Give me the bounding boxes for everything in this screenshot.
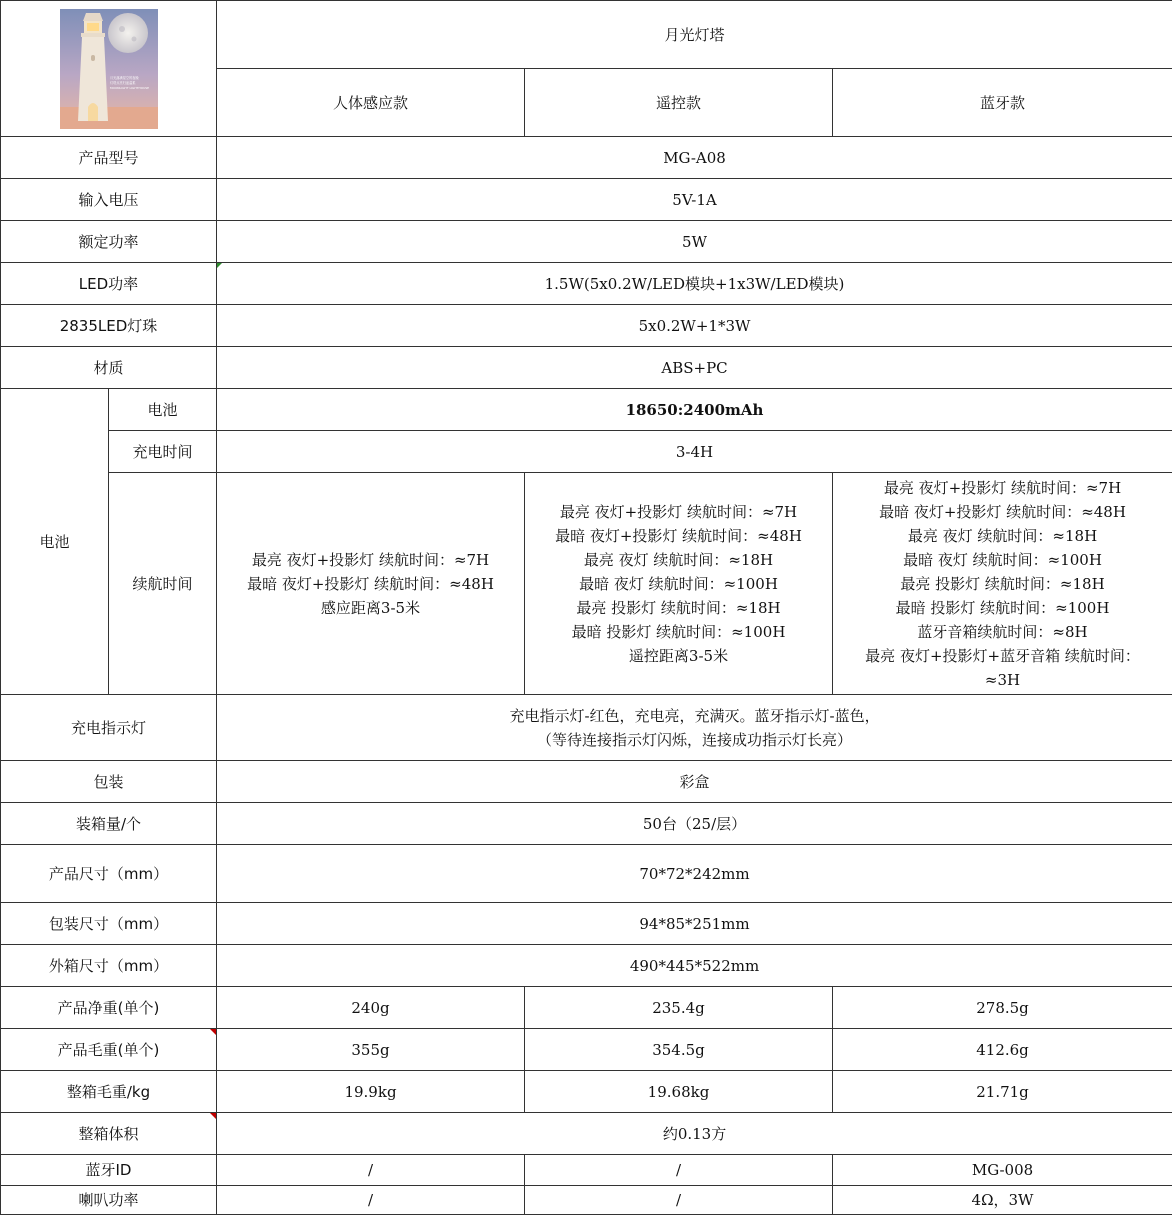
led-beads-value: 5x0.2W+1*3W [217,305,1172,347]
product-size-label: 产品尺寸（mm） [1,845,217,903]
runtime-sensor-line: 最暗 夜灯+投影灯 续航时间：≈48H [247,574,494,593]
runtime-bluetooth-line: 最亮 夜灯+投影灯 续航时间：≈7H [883,478,1122,497]
bluetooth-id-bluetooth: MG-008 [833,1155,1172,1186]
input-voltage-label: 输入电压 [1,179,217,221]
model-label: 产品型号 [1,137,217,179]
carton-size-label: 外箱尺寸（mm） [1,945,217,987]
battery-label: 电池 [109,389,217,431]
charge-indicator-line: （等待连接指示灯闪烁，连接成功指示灯长亮） [537,730,853,749]
runtime-bluetooth-line: 最亮 夜灯 续航时间：≈18H [907,526,1098,545]
carton-size-value: 490*445*522mm [217,945,1172,987]
runtime-sensor-line: 最亮 夜灯+投影灯 续航时间：≈7H [251,550,490,569]
bluetooth-id-label: 蓝牙ID [1,1155,217,1186]
net-weight-label: 产品净重(单个) [1,987,217,1029]
battery-group-label: 电池 [1,389,109,695]
charge-indicator-value [217,695,1172,761]
runtime-remote-line: 最暗 投影灯 续航时间：≈100H [571,622,786,641]
led-beads-label: 2835LED灯珠 [1,305,217,347]
model-value: MG-A08 [217,137,1172,179]
material-label: 材质 [1,347,217,389]
product-image-cell [1,1,217,137]
runtime-bluetooth-line: 最亮 投影灯 续航时间：≈18H [900,574,1105,593]
speaker-power-remote: / [525,1186,833,1215]
carton-qty-label: 装箱量/个 [1,803,217,845]
carton-gross-sensor: 19.9kg [217,1071,525,1113]
material-value: ABS+PC [217,347,1172,389]
charge-time-label: 充电时间 [109,431,217,473]
carton-volume-value: 约0.13方 [217,1113,1172,1155]
led-power-label: LED功率 [1,263,217,305]
carton-gross-bluetooth: 21.71g [833,1071,1172,1113]
product-title: 月光灯塔 [217,1,1172,69]
runtime-label: 续航时间 [109,473,217,695]
gross-weight-bluetooth: 412.6g [833,1029,1172,1071]
runtime-sensor-line: 感应距离3-5米 [320,598,421,617]
carton-gross-label: 整箱毛重/kg [1,1071,217,1113]
runtime-remote-line: 最亮 夜灯+投影灯 续航时间：≈7H [559,502,798,521]
runtime-remote-line: 最暗 夜灯 续航时间：≈100H [579,574,778,593]
speaker-power-label: 喇叭功率 [1,1186,217,1215]
packaging-label: 包装 [1,761,217,803]
runtime-remote-line: 最暗 夜灯+投影灯 续航时间：≈48H [555,526,802,545]
gross-weight-remote: 354.5g [525,1029,833,1071]
variant-remote-header: 遥控款 [525,69,833,137]
runtime-remote-line: 最亮 投影灯 续航时间：≈18H [576,598,781,617]
net-weight-remote: 235.4g [525,987,833,1029]
charge-indicator-line: 充电指示灯-红色，充电亮，充满灭。蓝牙指示灯-蓝色， [509,706,880,725]
gross-weight-sensor: 355g [217,1029,525,1071]
runtime-sensor [217,473,525,695]
speaker-power-sensor: / [217,1186,525,1215]
runtime-remote-line: 最亮 夜灯 续航时间：≈18H [583,550,774,569]
lighthouse-image [60,9,158,129]
carton-qty-value: 50台（25/层） [217,803,1172,845]
rated-power-value: 5W [217,221,1172,263]
package-size-label: 包装尺寸（mm） [1,903,217,945]
runtime-bluetooth-line: 最亮 夜灯+投影灯+蓝牙音箱 续航时间： [865,646,1140,665]
runtime-bluetooth-line: 最暗 投影灯 续航时间：≈100H [895,598,1110,617]
runtime-bluetooth-line: 最暗 夜灯 续航时间：≈100H [903,550,1102,569]
charge-time-value: 3-4H [217,431,1172,473]
variant-sensor-header: 人体感应款 [217,69,525,137]
charge-indicator-label: 充电指示灯 [1,695,217,761]
rated-power-label: 额定功率 [1,221,217,263]
gross-weight-label: 产品毛重(单个) [1,1029,217,1071]
carton-volume-label: 整箱体积 [1,1113,217,1155]
runtime-bluetooth [833,473,1172,695]
speaker-power-bluetooth: 4Ω，3W [833,1186,1172,1215]
package-size-value: 94*85*251mm [217,903,1172,945]
runtime-remote [525,473,833,695]
input-voltage-value: 5V-1A [217,179,1172,221]
image-text-3: MOONLIGHT LIGHTHOUSE [109,85,149,90]
battery-value: 18650:2400mAh [217,389,1172,431]
bluetooth-id-remote: / [525,1155,833,1186]
image-text-1: 月光落满星空的夜晚 [109,75,139,80]
runtime-bluetooth-line: 蓝牙音箱续航时间：≈8H [917,622,1088,641]
variant-bluetooth-header: 蓝牙款 [833,69,1172,137]
net-weight-bluetooth: 278.5g [833,987,1172,1029]
bluetooth-id-sensor: / [217,1155,525,1186]
image-text-2: 灯塔点亮归途温柔 [109,80,135,85]
net-weight-sensor: 240g [217,987,525,1029]
carton-gross-remote: 19.68kg [525,1071,833,1113]
runtime-remote-line: 遥控距离3-5米 [628,646,729,665]
runtime-bluetooth-line: ≈3H [984,670,1021,689]
led-power-value: 1.5W(5x0.2W/LED模块+1x3W/LED模块) [217,263,1172,305]
product-size-value: 70*72*242mm [217,845,1172,903]
packaging-value: 彩盒 [217,761,1172,803]
runtime-bluetooth-line: 最暗 夜灯+投影灯 续航时间：≈48H [879,502,1126,521]
